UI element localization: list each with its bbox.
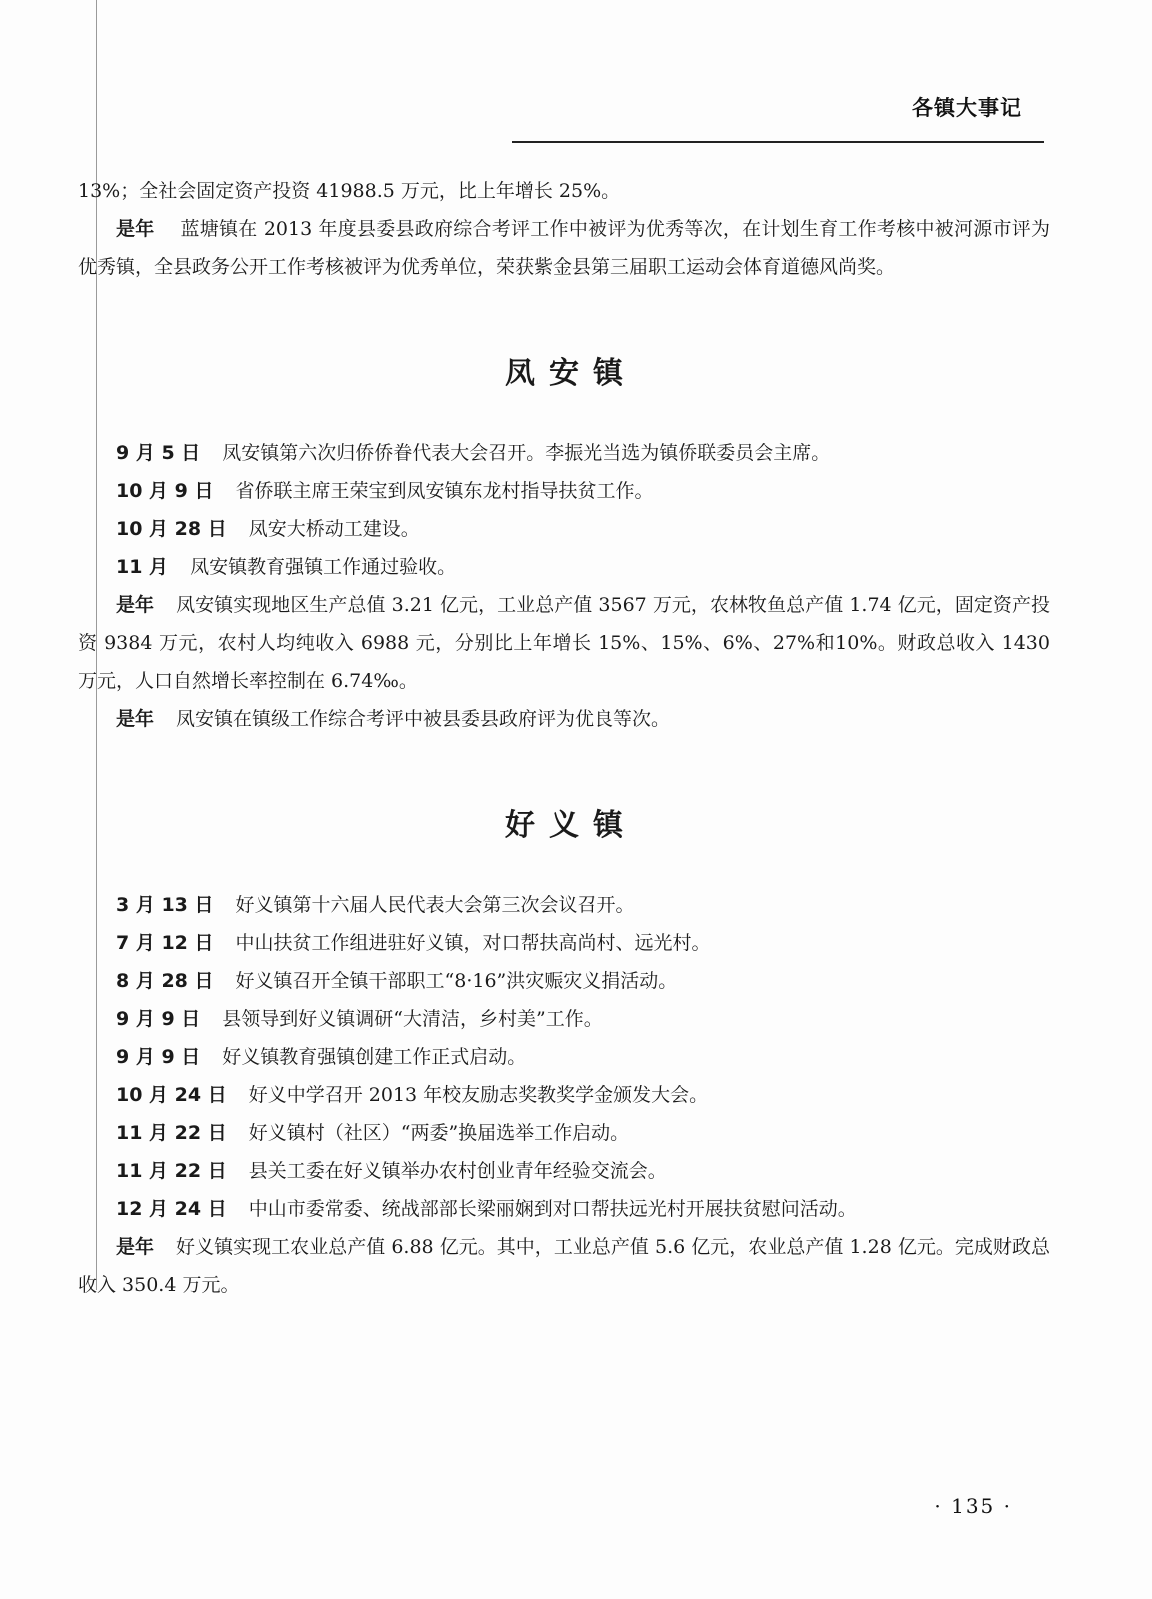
event-text: 好义镇第十六届人民代表大会第三次会议召开。 — [235, 894, 635, 916]
event-text: 中山扶贫工作组进驻好义镇，对口帮扶高尚村、远光村。 — [235, 932, 711, 954]
event-entry — [78, 700, 1050, 738]
event-date: 7 月 12 日 — [116, 932, 214, 954]
event-date: 10 月 24 日 — [116, 1084, 227, 1106]
page-number: · 135 · — [934, 1494, 1012, 1518]
event-text: 凤安镇实现地区生产总值 3.21 亿元，工业总产值 3567 万元，农林牧鱼总产值 1.74 亿元，固定资产投资 9384 万元，农村人均纯收入 6988 元，分别比上年增长 15%、15%、6%、27%和10%。财政总收入 1430 万元，人口自然增长率控制在 6.74‰。 — [78, 594, 1050, 692]
event-text: 好义镇实现工农业总产值 6.88 亿元。其中，工业总产值 5.6 亿元，农业总产值 1.28 亿元。完成财政总收入 350.4 万元。 — [78, 1236, 1050, 1296]
event-entry — [78, 1152, 1050, 1190]
event-entry — [78, 510, 1050, 548]
event-entry — [78, 1000, 1050, 1038]
event-entry — [78, 586, 1050, 700]
year-label: 是年 — [116, 218, 155, 240]
event-date: 是年 — [116, 594, 155, 616]
event-entry — [78, 1228, 1050, 1304]
section-title-fengan: 凤安镇 — [505, 356, 637, 391]
event-text: 凤安镇在镇级工作综合考评中被县委县政府评为优良等次。 — [176, 708, 671, 730]
event-text: 凤安镇教育强镇工作通过验收。 — [190, 556, 457, 578]
event-entry — [78, 1190, 1050, 1228]
event-text: 县关工委在好义镇举办农村创业青年经验交流会。 — [248, 1160, 667, 1182]
event-date: 9 月 9 日 — [116, 1008, 201, 1030]
running-head: 各镇大事记 — [912, 96, 1022, 120]
event-date: 是年 — [116, 708, 155, 730]
section-title-haoyi: 好义镇 — [505, 808, 637, 843]
event-text: 中山市委常委、统战部部长梁丽娴到对口帮扶远光村开展扶贫慰问活动。 — [248, 1198, 857, 1220]
year-summary-paragraph — [78, 210, 1050, 286]
event-entry — [78, 1076, 1050, 1114]
event-text: 好义镇召开全镇干部职工“8·16”洪灾赈灾义捐活动。 — [235, 970, 678, 992]
event-entry — [78, 886, 1050, 924]
event-text: 好义镇村（社区）“两委”换届选举工作启动。 — [248, 1122, 630, 1144]
event-date: 10 月 28 日 — [116, 518, 227, 540]
event-date: 是年 — [116, 1236, 155, 1258]
event-date: 3 月 13 日 — [116, 894, 214, 916]
event-text: 好义镇教育强镇创建工作正式启动。 — [222, 1046, 527, 1068]
event-entry — [78, 924, 1050, 962]
event-entry — [78, 472, 1050, 510]
event-entry — [78, 962, 1050, 1000]
year-summary-text: 蓝塘镇在 2013 年度县委县政府综合考评工作中被评为优秀等次，在计划生育工作考核中被河源市评为优秀镇，全县政务公开工作考核被评为优秀单位，荣获紫金县第三届职工运动会体育道德风尚奖。 — [78, 218, 1050, 278]
event-text: 凤安镇第六次归侨侨眷代表大会召开。李振光当选为镇侨联委员会主席。 — [222, 442, 831, 464]
event-entry — [78, 434, 1050, 472]
event-date: 9 月 5 日 — [116, 442, 201, 464]
event-date: 11 月 22 日 — [116, 1122, 227, 1144]
continuation-paragraph: 13%；全社会固定资产投资 41988.5 万元，比上年增长 25%。 — [78, 180, 621, 202]
event-date: 10 月 9 日 — [116, 480, 214, 502]
event-date: 11 月 — [116, 556, 169, 578]
event-entry — [78, 1114, 1050, 1152]
event-date: 11 月 22 日 — [116, 1160, 227, 1182]
event-text: 省侨联主席王荣宝到凤安镇东龙村指导扶贫工作。 — [235, 480, 654, 502]
event-date: 9 月 9 日 — [116, 1046, 201, 1068]
page-body — [78, 172, 1050, 1304]
event-text: 好义中学召开 2013 年校友励志奖教奖学金颁发大会。 — [248, 1084, 709, 1106]
header-rule — [512, 141, 1044, 143]
event-text: 县领导到好义镇调研“大清洁，乡村美”工作。 — [222, 1008, 603, 1030]
event-entry — [78, 548, 1050, 586]
event-text: 凤安大桥动工建设。 — [248, 518, 420, 540]
event-date: 12 月 24 日 — [116, 1198, 227, 1220]
event-entry — [78, 1038, 1050, 1076]
event-date: 8 月 28 日 — [116, 970, 214, 992]
